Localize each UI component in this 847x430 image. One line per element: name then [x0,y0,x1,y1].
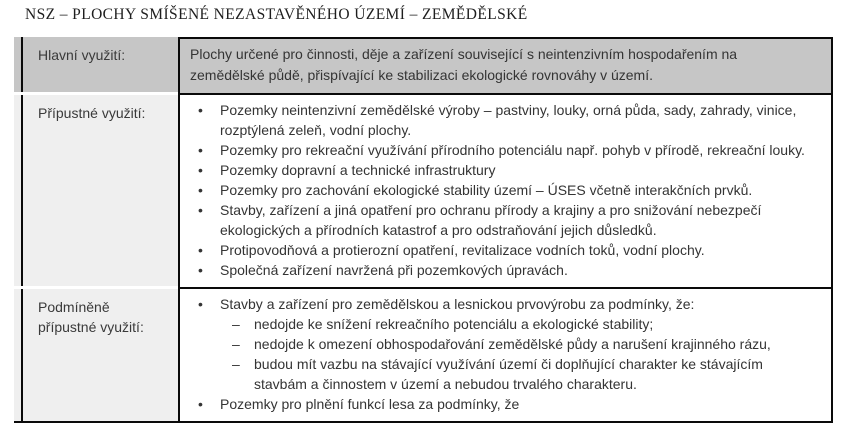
list-item [190,260,809,280]
dash-icon: – [232,356,240,372]
list-item-text: Společná zařízení navržená při pozemkových úpravách. [220,262,568,278]
row-label: Přípustné využití: [14,95,178,289]
list-item-text: Stavby a zařízení pro zemědělskou a lesnickou prvovýrobu za podmínky, že: [220,296,695,312]
list-item-text: Pozemky pro rekreační využívání přírodního potenciálu např. pohyb v přírodě, rekreační louky. [220,142,805,158]
bullet-icon: • [198,396,203,412]
bullet-icon: • [198,296,203,312]
bullet-icon: • [198,202,203,218]
list-item-text: budou mít vazbu na stávající využívání území či doplňující charakter ke stávajícím stavbám a činnostem v území a nebudou trvalého charakteru. [254,356,763,392]
list-item-text: Pozemky neintenzivní zemědělské výroby – pastviny, louky, orná půda, sady, zahrady, vinice, rozptýlená zeleň, vodní plochy. [220,102,797,138]
list-item [190,294,809,314]
list-item [190,140,809,160]
dash-icon: – [232,316,240,332]
row-content [178,37,833,95]
row-content [178,95,833,289]
bullet-icon: • [198,262,203,278]
list-item [190,240,809,260]
list-item [190,180,809,200]
list-item-text: Pozemky dopravní a technické infrastruktury [220,162,496,178]
list-item-text: Pozemky pro zachování ekologické stability území – ÚSES včetně interakčních prvků. [220,182,753,198]
list-item-text: nedojde k omezení obhospodařování zemědělské půdy a narušení krajinného rázu, [254,336,771,352]
row-label: Podmíněně přípustné využití: [14,289,178,423]
list-item [190,160,809,180]
list-item [230,354,809,394]
list-item [230,314,809,334]
list-item [190,394,809,414]
list-item-text: Stavby, zařízení a jiná opatření pro ochranu přírody a krajiny a pro snižování nebezpečí ekologických a přírodních katastrof a pro odstraňování jejich důsledků. [220,202,762,238]
list-item-text: Pozemky pro plnění funkcí lesa za podmínky, že [220,396,520,412]
bullet-icon: • [198,162,203,178]
paragraph: Plochy určené pro činnosti, děje a zařízení související s neintenzivním hospodařením na zemědělské půdě, přispívající ke stabilizaci ekologické rovnováhy v území. [190,46,738,83]
bullet-icon: • [198,182,203,198]
page-title: NSZ – PLOCHY SMÍŠENÉ NEZASTAVĚNÉHO ÚZEMÍ – ZEMĚDĚLSKÉ [25,6,528,23]
usage-table [14,37,833,423]
row-content [178,289,833,423]
list-item [190,200,809,240]
list-item-text: nedojde ke snížení rekreačního potenciálu a ekologické stability; [254,316,654,332]
bullet-icon: • [198,102,203,118]
dash-icon: – [232,336,240,352]
list-item [230,334,809,354]
row-label: Hlavní využití: [14,37,178,95]
list-item [190,100,809,140]
bullet-icon: • [198,242,203,258]
bullet-icon: • [198,142,203,158]
list-item-text: Protipovodňová a protierozní opatření, revitalizace vodních toků, vodní plochy. [220,242,705,258]
